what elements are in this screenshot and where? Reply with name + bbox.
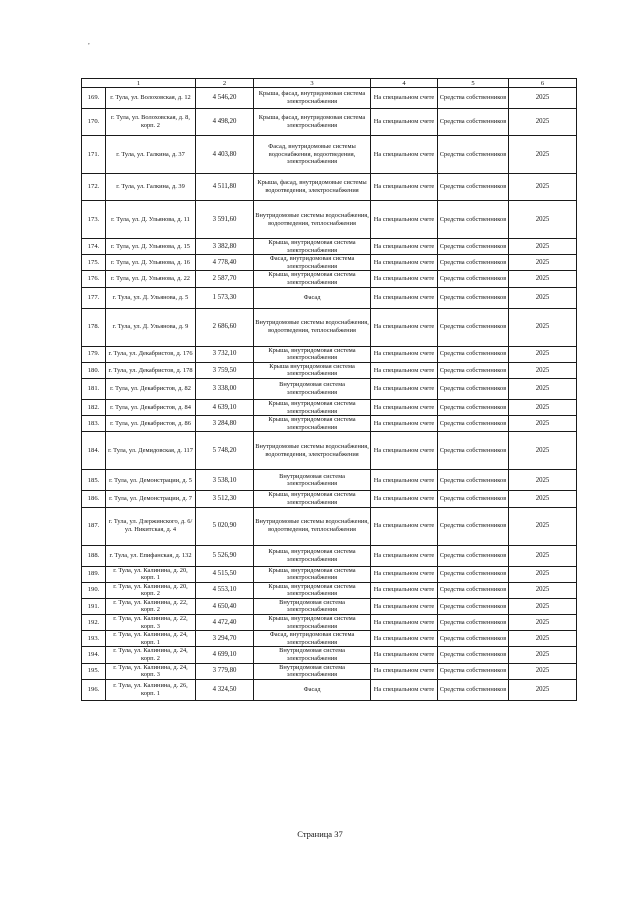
table-row [82, 346, 577, 362]
table-row [82, 545, 577, 566]
cell-num: 183. [82, 416, 106, 432]
cell-year: 2025 [509, 287, 577, 308]
cell-source: Средства собственников [438, 88, 509, 109]
cell-num: 189. [82, 566, 106, 582]
table-row [82, 663, 577, 679]
cell-works: Крыша, внутридомовая система электроснабжения [254, 615, 371, 631]
cell-source: Средства собственников [438, 679, 509, 700]
cell-source: Средства собственников [438, 598, 509, 614]
cell-area: 4 553,10 [196, 582, 254, 598]
cell-area: 2 587,70 [196, 271, 254, 287]
cell-num: 191. [82, 598, 106, 614]
cell-source: Средства собственников [438, 308, 509, 346]
cell-account: На специальном счете [371, 255, 438, 271]
table-row [82, 631, 577, 647]
cell-year: 2025 [509, 416, 577, 432]
cell-year: 2025 [509, 255, 577, 271]
cell-addr: г. Тула, ул. Декабристов, д. 86 [106, 416, 196, 432]
cell-account: На специальном счете [371, 491, 438, 507]
cell-num: 170. [82, 109, 106, 136]
cell-works: Внутридомовые системы водоснабжения, водоотведения, теплоснабжения [254, 308, 371, 346]
cell-source: Средства собственников [438, 109, 509, 136]
cell-account: На специальном счете [371, 88, 438, 109]
cell-source: Средства собственников [438, 566, 509, 582]
cell-source: Средства собственников [438, 201, 509, 239]
cell-num: 175. [82, 255, 106, 271]
cell-works: Крыша, внутридомовая система электроснабжения [254, 399, 371, 415]
cell-source: Средства собственников [438, 647, 509, 663]
cell-account: На специальном счете [371, 582, 438, 598]
cell-works: Крыша, фасад, внутридомовая система электроснабжения [254, 109, 371, 136]
cell-num: 174. [82, 239, 106, 255]
cell-addr: г. Тула, ул. Калинина, д. 20, корп. 2 [106, 582, 196, 598]
cell-works: Фасад, внутридомовые системы водоснабжения, водоотведения, электроснабжения [254, 136, 371, 174]
cell-area: 3 512,30 [196, 491, 254, 507]
cell-works: Внутридомовая система электроснабжения [254, 470, 371, 491]
cell-works: Фасад, внутридомовая система электроснабжения [254, 631, 371, 647]
cell-account: На специальном счете [371, 615, 438, 631]
cell-works: Внутридомовые системы водоснабжения, водоотведения, теплоснабжения [254, 507, 371, 545]
cell-year: 2025 [509, 109, 577, 136]
cell-addr: г. Тула, ул. Епифанская, д. 132 [106, 545, 196, 566]
cell-source: Средства собственников [438, 378, 509, 399]
cell-works: Крыша, внутридомовая система электроснабжения [254, 566, 371, 582]
cell-area: 3 382,80 [196, 239, 254, 255]
cell-num: 180. [82, 362, 106, 378]
table-row [82, 598, 577, 614]
cell-num: 181. [82, 378, 106, 399]
cell-works: Крыша, внутридомовая система электроснабжения [254, 491, 371, 507]
cell-num: 177. [82, 287, 106, 308]
cell-area: 5 526,90 [196, 545, 254, 566]
cell-year: 2025 [509, 378, 577, 399]
table-row [82, 399, 577, 415]
cell-addr: г. Тула, ул. Д. Ульянова, д. 15 [106, 239, 196, 255]
cell-area: 4 324,50 [196, 679, 254, 700]
table-row [82, 308, 577, 346]
table-row [82, 109, 577, 136]
cell-year: 2025 [509, 362, 577, 378]
table-row [82, 362, 577, 378]
cell-year: 2025 [509, 545, 577, 566]
cell-num: 176. [82, 271, 106, 287]
cell-addr: г. Тула, ул. Калинина, д. 26, корп. 1 [106, 679, 196, 700]
cell-addr: г. Тула, ул. Д. Ульянова, д. 16 [106, 255, 196, 271]
cell-num: 190. [82, 582, 106, 598]
cell-area: 4 639,10 [196, 399, 254, 415]
cell-num: 172. [82, 174, 106, 201]
cell-account: На специальном счете [371, 647, 438, 663]
cell-account: На специальном счете [371, 308, 438, 346]
cell-num: 178. [82, 308, 106, 346]
cell-area: 4 699,10 [196, 647, 254, 663]
cell-area: 3 779,80 [196, 663, 254, 679]
cell-account: На специальном счете [371, 174, 438, 201]
cell-addr: г. Тула, ул. Калинина, д. 24, корп. 2 [106, 647, 196, 663]
cell-works: Крыша, внутридомовая система электроснабжения [254, 582, 371, 598]
cell-area: 3 294,70 [196, 631, 254, 647]
cell-year: 2025 [509, 491, 577, 507]
cell-addr: г. Тула, ул. Демонстрации, д. 7 [106, 491, 196, 507]
cell-year: 2025 [509, 631, 577, 647]
cell-addr: г. Тула, ул. Д. Ульянова, д. 9 [106, 308, 196, 346]
cell-num: 194. [82, 647, 106, 663]
cell-num: 169. [82, 88, 106, 109]
table-row [82, 287, 577, 308]
cell-works: Фасад [254, 287, 371, 308]
cell-works: Внутридомовая система электроснабжения [254, 378, 371, 399]
cell-year: 2025 [509, 679, 577, 700]
cell-year: 2025 [509, 566, 577, 582]
table-row [82, 491, 577, 507]
cell-num: 185. [82, 470, 106, 491]
cell-area: 3 591,60 [196, 201, 254, 239]
header-cell-5: 5 [438, 79, 509, 88]
table-row [82, 432, 577, 470]
cell-source: Средства собственников [438, 507, 509, 545]
cell-year: 2025 [509, 308, 577, 346]
header-cell-6: 6 [509, 79, 577, 88]
cell-account: На специальном счете [371, 507, 438, 545]
cell-addr: г. Тула, ул. Декабристов, д. 84 [106, 399, 196, 415]
cell-source: Средства собственников [438, 631, 509, 647]
cell-area: 3 732,10 [196, 346, 254, 362]
cell-source: Средства собственников [438, 271, 509, 287]
cell-addr: г. Тула, ул. Декабристов, д. 82 [106, 378, 196, 399]
cell-works: Внутридомовые системы водоснабжения, водоотведения, теплоснабжения [254, 201, 371, 239]
cell-source: Средства собственников [438, 239, 509, 255]
cell-year: 2025 [509, 598, 577, 614]
cell-year: 2025 [509, 615, 577, 631]
cell-works: Фасад, внутридомовая система электроснабжения [254, 255, 371, 271]
cell-source: Средства собственников [438, 582, 509, 598]
cell-addr: г. Тула, ул. Волоховская, д. 8, корп. 2 [106, 109, 196, 136]
cell-addr: г. Тула, ул. Декабристов, д. 178 [106, 362, 196, 378]
cell-works: Внутридомовая система электроснабжения [254, 598, 371, 614]
header-cell-2: 2 [196, 79, 254, 88]
cell-addr: г. Тула, ул. Калинина, д. 22, корп. 2 [106, 598, 196, 614]
cell-works: Крыша, внутридомовая система электроснабжения [254, 239, 371, 255]
cell-account: На специальном счете [371, 109, 438, 136]
table-row [82, 136, 577, 174]
cell-addr: г. Тула, ул. Д. Ульянова, д. 11 [106, 201, 196, 239]
cell-year: 2025 [509, 399, 577, 415]
cell-works: Внутридомовые системы водоснабжения, водоотведения, электроснабжения [254, 432, 371, 470]
table-row [82, 679, 577, 700]
cell-num: 193. [82, 631, 106, 647]
cell-account: На специальном счете [371, 598, 438, 614]
cell-year: 2025 [509, 582, 577, 598]
cell-account: На специальном счете [371, 470, 438, 491]
table-row [82, 615, 577, 631]
cell-year: 2025 [509, 88, 577, 109]
cell-area: 2 686,60 [196, 308, 254, 346]
cell-works: Крыша внутридомовая система электроснабжения [254, 362, 371, 378]
cell-num: 173. [82, 201, 106, 239]
table-row [82, 566, 577, 582]
table-row [82, 88, 577, 109]
page-mark: , [88, 38, 90, 46]
cell-account: На специальном счете [371, 378, 438, 399]
cell-account: На специальном счете [371, 663, 438, 679]
cell-account: На специальном счете [371, 679, 438, 700]
cell-account: На специальном счете [371, 136, 438, 174]
cell-area: 4 650,40 [196, 598, 254, 614]
page-number: Страница 37 [297, 829, 343, 839]
cell-num: 179. [82, 346, 106, 362]
cell-year: 2025 [509, 174, 577, 201]
cell-addr: г. Тула, ул. Галкина, д. 37 [106, 136, 196, 174]
cell-year: 2025 [509, 470, 577, 491]
table-row [82, 255, 577, 271]
cell-works: Крыша, фасад, внутридомовые системы водоотведения, электроснабжения [254, 174, 371, 201]
cell-account: На специальном счете [371, 287, 438, 308]
cell-num: 186. [82, 491, 106, 507]
cell-year: 2025 [509, 507, 577, 545]
header-cell-1: 1 [82, 79, 196, 88]
table-row [82, 416, 577, 432]
cell-addr: г. Тула, ул. Калинина, д. 20, корп. 1 [106, 566, 196, 582]
cell-account: На специальном счете [371, 271, 438, 287]
cell-source: Средства собственников [438, 362, 509, 378]
cell-addr: г. Тула, ул. Калинина, д. 24, корп. 1 [106, 631, 196, 647]
cell-year: 2025 [509, 346, 577, 362]
table-row [82, 507, 577, 545]
cell-area: 5 748,20 [196, 432, 254, 470]
cell-works: Фасад [254, 679, 371, 700]
cell-area: 4 403,80 [196, 136, 254, 174]
cell-source: Средства собственников [438, 432, 509, 470]
cell-account: На специальном счете [371, 432, 438, 470]
cell-works: Внутридомовая система электроснабжения [254, 647, 371, 663]
table-row [82, 271, 577, 287]
cell-area: 4 515,50 [196, 566, 254, 582]
cell-account: На специальном счете [371, 201, 438, 239]
cell-source: Средства собственников [438, 346, 509, 362]
table-row [82, 378, 577, 399]
header-cell-4: 4 [371, 79, 438, 88]
cell-num: 192. [82, 615, 106, 631]
table-row [82, 174, 577, 201]
cell-works: Крыша, фасад, внутридомовая система электроснабжения [254, 88, 371, 109]
cell-num: 196. [82, 679, 106, 700]
cell-works: Крыша, внутридомовая система электроснабжения [254, 545, 371, 566]
cell-works: Крыша, внутридомовая система электроснабжения [254, 416, 371, 432]
cell-addr: г. Тула, ул. Галкина, д. 39 [106, 174, 196, 201]
cell-account: На специальном счете [371, 545, 438, 566]
cell-addr: г. Тула, ул. Д. Ульянова, д. 5 [106, 287, 196, 308]
cell-area: 4 498,20 [196, 109, 254, 136]
table-row [82, 239, 577, 255]
cell-works: Крыша, внутридомовая система электроснабжения [254, 271, 371, 287]
cell-source: Средства собственников [438, 545, 509, 566]
cell-num: 187. [82, 507, 106, 545]
cell-addr: г. Тула, ул. Демидовская, д. 117 [106, 432, 196, 470]
cell-area: 3 338,00 [196, 378, 254, 399]
cell-works: Внутридомовая система электроснабжения [254, 663, 371, 679]
cell-year: 2025 [509, 136, 577, 174]
table-row [82, 201, 577, 239]
cell-year: 2025 [509, 271, 577, 287]
repair-schedule-table [81, 78, 577, 701]
cell-source: Средства собственников [438, 470, 509, 491]
cell-area: 4 511,80 [196, 174, 254, 201]
cell-account: На специальном счете [371, 399, 438, 415]
cell-source: Средства собственников [438, 416, 509, 432]
cell-area: 3 759,50 [196, 362, 254, 378]
table-row [82, 582, 577, 598]
cell-source: Средства собственников [438, 399, 509, 415]
cell-source: Средства собственников [438, 663, 509, 679]
cell-works: Крыша, внутридомовая система электроснабжения [254, 346, 371, 362]
header-row [82, 79, 577, 88]
cell-area: 3 284,80 [196, 416, 254, 432]
cell-num: 182. [82, 399, 106, 415]
cell-source: Средства собственников [438, 136, 509, 174]
cell-area: 1 573,30 [196, 287, 254, 308]
cell-area: 4 472,40 [196, 615, 254, 631]
cell-year: 2025 [509, 663, 577, 679]
cell-num: 171. [82, 136, 106, 174]
cell-area: 5 020,90 [196, 507, 254, 545]
cell-num: 195. [82, 663, 106, 679]
cell-addr: г. Тула, ул. Дзержинского, д. 6/ ул. Никитская, д. 4 [106, 507, 196, 545]
cell-addr: г. Тула, ул. Калинина, д. 24, корп. 3 [106, 663, 196, 679]
cell-addr: г. Тула, ул. Демонстрации, д. 5 [106, 470, 196, 491]
cell-account: На специальном счете [371, 631, 438, 647]
cell-year: 2025 [509, 647, 577, 663]
cell-addr: г. Тула, ул. Калинина, д. 22, корп. 3 [106, 615, 196, 631]
cell-account: На специальном счете [371, 346, 438, 362]
cell-account: На специальном счете [371, 566, 438, 582]
cell-area: 4 778,40 [196, 255, 254, 271]
cell-addr: г. Тула, ул. Декабристов, д. 176 [106, 346, 196, 362]
table-row [82, 470, 577, 491]
cell-num: 184. [82, 432, 106, 470]
cell-year: 2025 [509, 239, 577, 255]
cell-source: Средства собственников [438, 174, 509, 201]
cell-account: На специальном счете [371, 416, 438, 432]
cell-account: На специальном счете [371, 239, 438, 255]
cell-source: Средства собственников [438, 491, 509, 507]
cell-source: Средства собственников [438, 287, 509, 308]
cell-num: 188. [82, 545, 106, 566]
cell-area: 4 546,20 [196, 88, 254, 109]
cell-addr: г. Тула, ул. Д. Ульянова, д. 22 [106, 271, 196, 287]
table-row [82, 647, 577, 663]
cell-source: Средства собственников [438, 255, 509, 271]
cell-account: На специальном счете [371, 362, 438, 378]
cell-source: Средства собственников [438, 615, 509, 631]
cell-addr: г. Тула, ул. Волоховская, д. 12 [106, 88, 196, 109]
header-cell-3: 3 [254, 79, 371, 88]
cell-area: 3 538,10 [196, 470, 254, 491]
cell-year: 2025 [509, 432, 577, 470]
cell-year: 2025 [509, 201, 577, 239]
